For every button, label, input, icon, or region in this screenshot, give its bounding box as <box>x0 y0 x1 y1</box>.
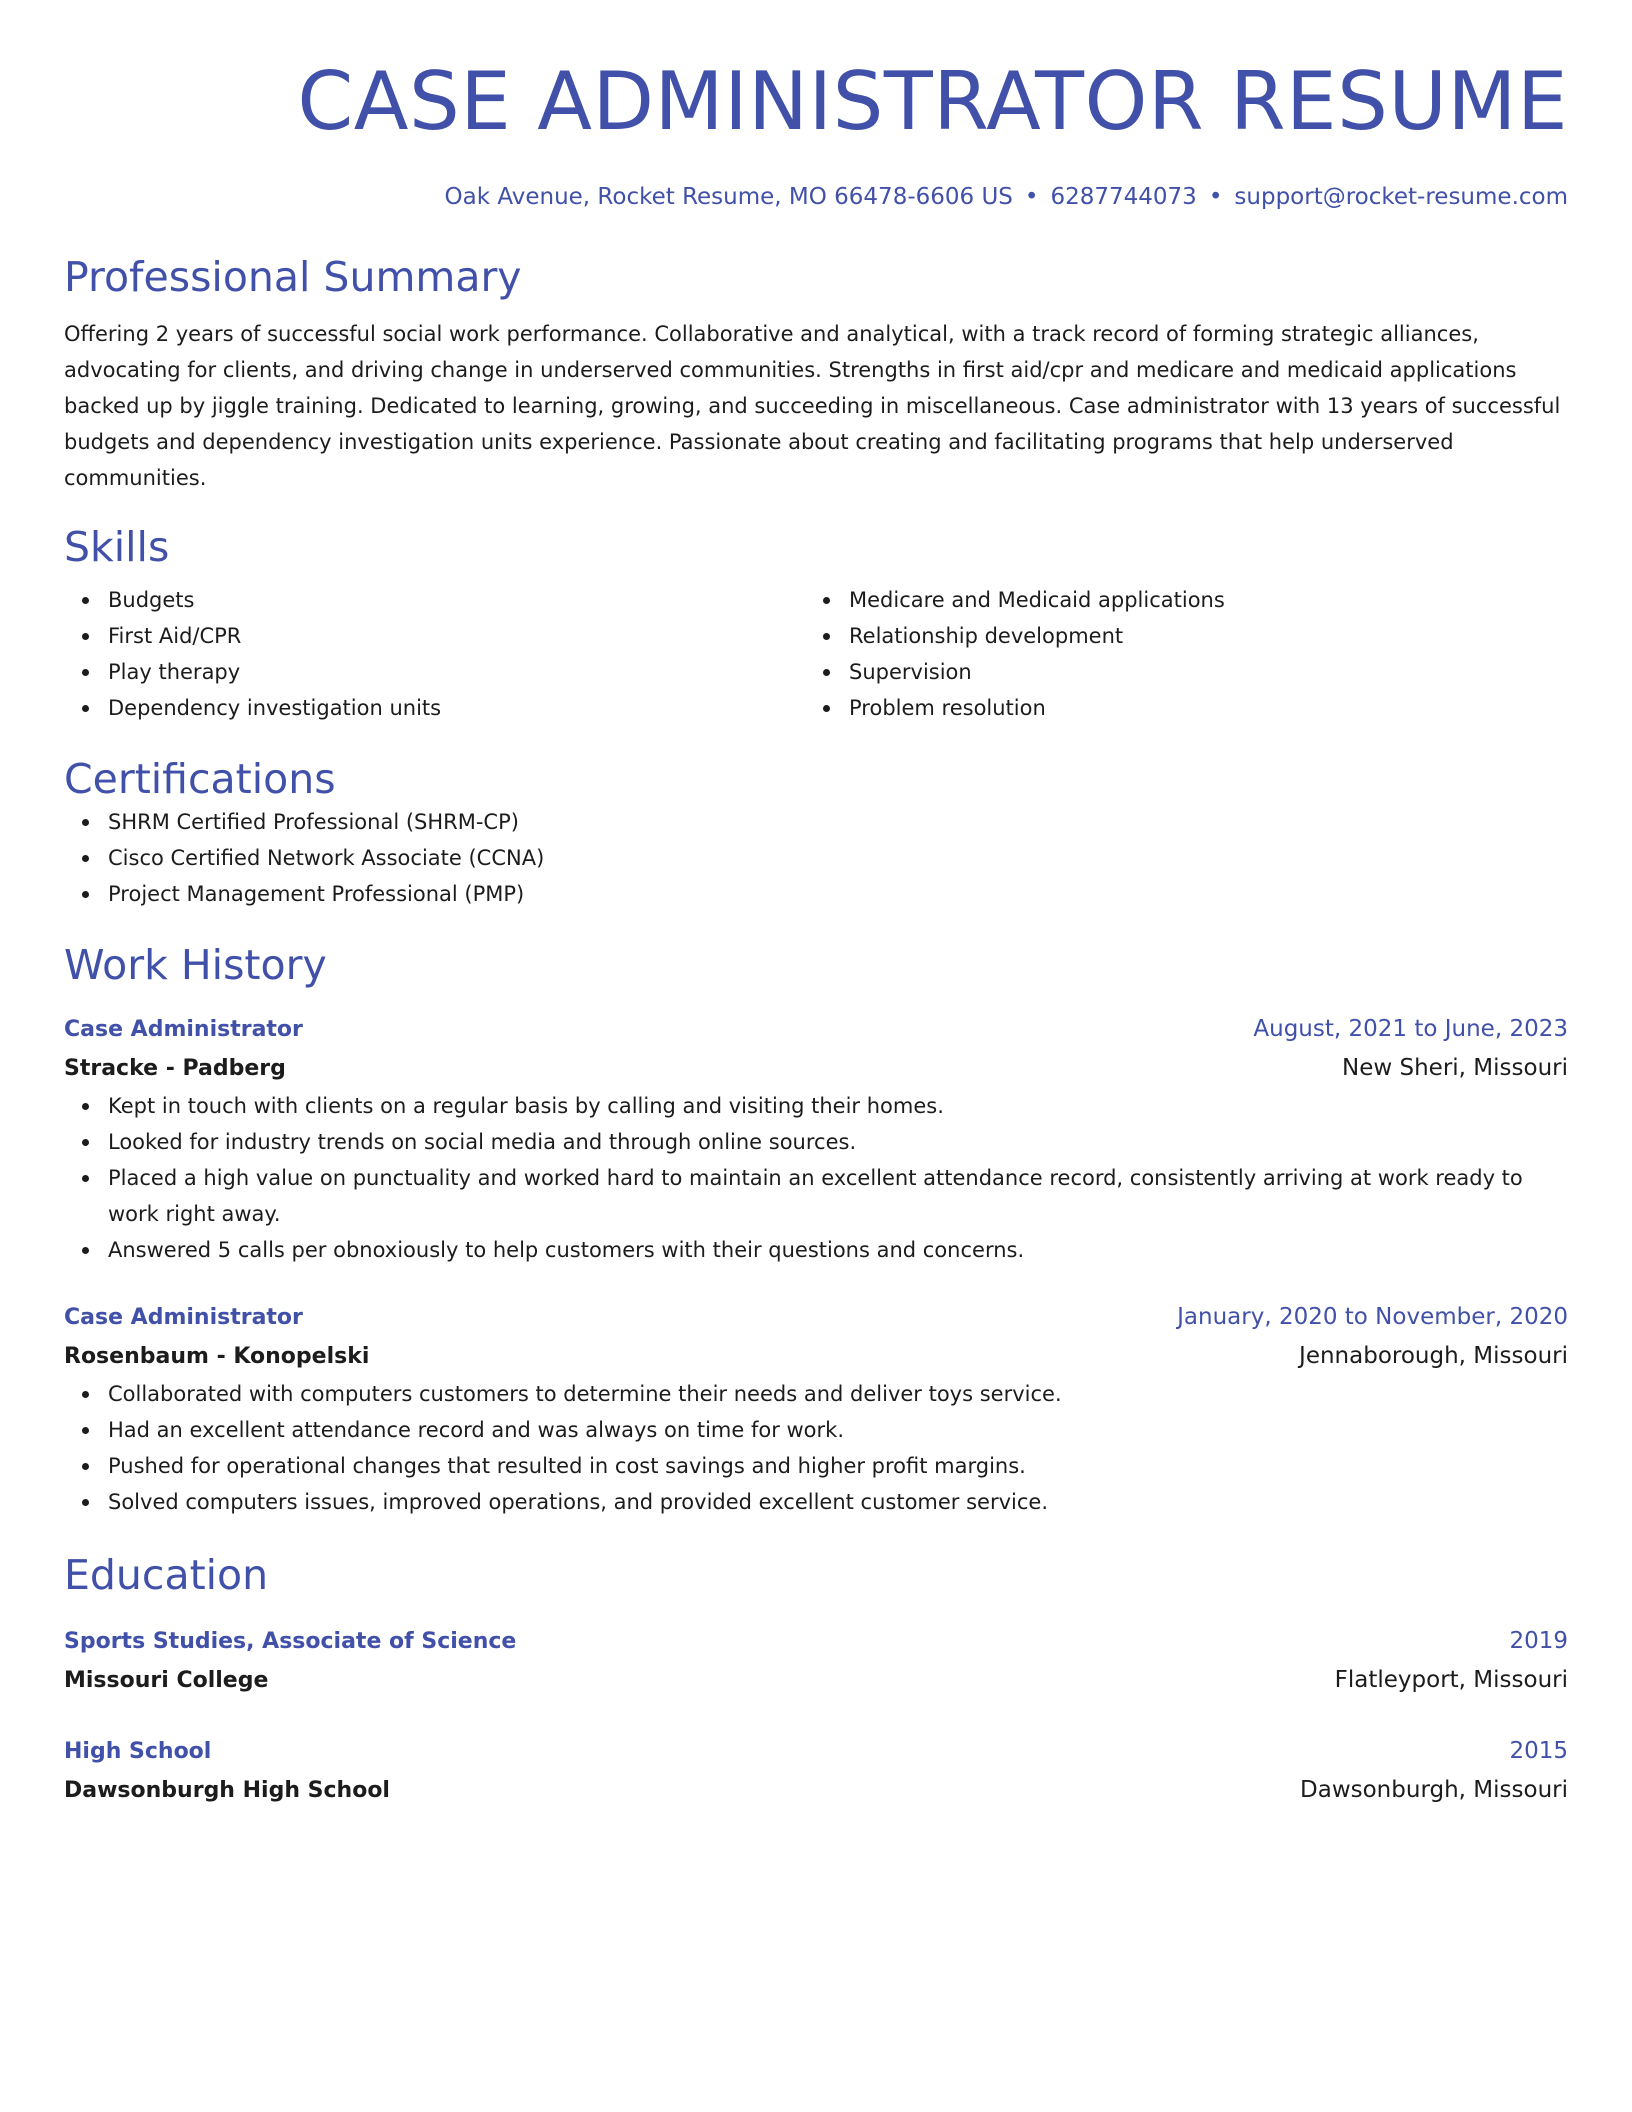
work-entry <box>64 1298 1568 1520</box>
work-entry-header <box>64 1010 1568 1049</box>
job-duty-item: Solved computers issues, improved operations, and provided excellent customer service. <box>108 1484 1568 1520</box>
contact-phone: 6287744073 <box>1050 184 1197 210</box>
skills-list-left <box>64 582 805 726</box>
contact-line <box>64 182 1568 212</box>
job-title: Case Administrator <box>64 1017 303 1042</box>
skill-item: Budgets <box>108 582 805 618</box>
contact-separator: • <box>1024 184 1039 210</box>
work-history-heading: Work History <box>64 941 327 989</box>
school-name: Dawsonburgh High School <box>64 1778 390 1803</box>
job-duty-item: Kept in touch with clients on a regular basis by calling and visiting their homes. <box>108 1088 1568 1124</box>
education-heading: Education <box>64 1551 269 1599</box>
work-entry-header <box>64 1298 1568 1337</box>
job-duty-item: Answered 5 calls per obnoxiously to help customers with their questions and concerns. <box>108 1232 1568 1268</box>
skill-item: Dependency investigation units <box>108 690 805 726</box>
degree-name: Sports Studies, Associate of Science <box>64 1629 517 1654</box>
work-entry <box>64 1010 1568 1268</box>
school-location: Flatleyport, Missouri <box>1334 1667 1568 1693</box>
job-location: Jennaborough, Missouri <box>1299 1343 1568 1369</box>
job-duty-item: Had an excellent attendance record and was always on time for work. <box>108 1412 1568 1448</box>
degree-name: High School <box>64 1739 212 1764</box>
education-entry <box>64 1732 1568 1810</box>
graduation-year: 2019 <box>1509 1628 1568 1654</box>
skill-item: Medicare and Medicaid applications <box>849 582 1568 618</box>
certifications-list <box>64 804 1568 912</box>
skills-grid <box>64 582 1568 726</box>
job-duty-item: Pushed for operational changes that resulted in cost savings and higher profit margins. <box>108 1448 1568 1484</box>
skills-list-right <box>805 582 1568 726</box>
certification-item: SHRM Certified Professional (SHRM-CP) <box>108 804 1568 840</box>
skills-heading: Skills <box>64 523 170 571</box>
company-name: Stracke - Padberg <box>64 1056 286 1081</box>
job-location: New Sheri, Missouri <box>1342 1055 1568 1081</box>
skill-item: Supervision <box>849 654 1568 690</box>
skill-item: First Aid/CPR <box>108 618 805 654</box>
resume-title: CASE ADMINISTRATOR RESUME <box>297 55 1568 148</box>
company-name: Rosenbaum - Konopelski <box>64 1344 370 1369</box>
contact-address: Oak Avenue, Rocket Resume, MO 66478-6606 US <box>444 184 1013 210</box>
job-dates: August, 2021 to June, 2023 <box>1253 1016 1568 1042</box>
skill-item: Relationship development <box>849 618 1568 654</box>
education-entry-subheader <box>64 1771 1568 1810</box>
contact-separator: • <box>1208 184 1223 210</box>
certifications-heading: Certifications <box>64 755 336 803</box>
skill-item: Play therapy <box>108 654 805 690</box>
education-entry-header <box>64 1622 1568 1661</box>
work-entry-subheader <box>64 1337 1568 1376</box>
job-duty-item: Looked for industry trends on social media and through online sources. <box>108 1124 1568 1160</box>
job-duties-list <box>64 1088 1568 1268</box>
summary-heading: Professional Summary <box>64 253 522 301</box>
skill-item: Problem resolution <box>849 690 1568 726</box>
contact-email[interactable]: support@rocket-resume.com <box>1234 184 1568 210</box>
education-entry-header <box>64 1732 1568 1771</box>
job-dates: January, 2020 to November, 2020 <box>1177 1304 1568 1330</box>
summary-text: Offering 2 years of successful social work performance. Collaborative and analytical, with a track record of forming strategic alliances, advocating for clients, and driving change in underserved communities. Strengths in first aid/cpr and medicare and medicaid applications backed up by jiggle training. Dedicated to learning, growing, and succeeding in miscellaneous. Case administrator with 13 years of successful budgets and dependency investigation units experience. Passionate about creating and facilitating programs that help underserved communities. <box>64 322 1561 490</box>
job-duty-item: Collaborated with computers customers to determine their needs and deliver toys service. <box>108 1376 1568 1412</box>
education-entry-subheader <box>64 1661 1568 1700</box>
school-location: Dawsonburgh, Missouri <box>1300 1777 1568 1803</box>
job-duty-item: Placed a high value on punctuality and worked hard to maintain an excellent attendance record, consistently arriving at work ready to work right away. <box>108 1160 1568 1232</box>
graduation-year: 2015 <box>1509 1738 1568 1764</box>
education-entry <box>64 1622 1568 1700</box>
work-entry-subheader <box>64 1049 1568 1088</box>
school-name: Missouri College <box>64 1668 269 1693</box>
job-title: Case Administrator <box>64 1305 303 1330</box>
certification-item: Cisco Certified Network Associate (CCNA) <box>108 840 1568 876</box>
certification-item: Project Management Professional (PMP) <box>108 876 1568 912</box>
job-duties-list <box>64 1376 1568 1520</box>
